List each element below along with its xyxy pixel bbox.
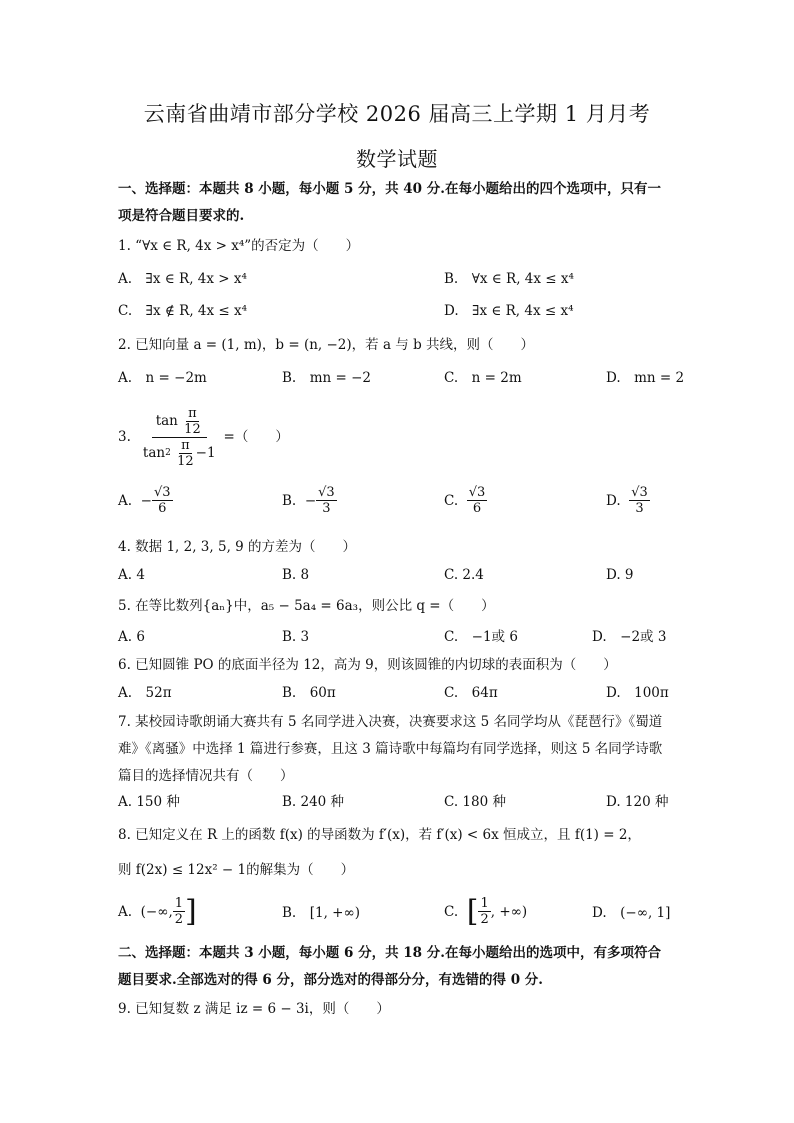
q8-option-d: D. (−∞, 1] xyxy=(592,905,671,921)
q3-option-b-den: 3 xyxy=(322,501,331,516)
q3-option-b-fraction xyxy=(316,485,337,516)
q3-option-a-label: A. xyxy=(118,492,133,509)
q3-bot-fraction xyxy=(175,438,196,469)
q8-option-a-den: 2 xyxy=(174,912,184,927)
q8-option-a-label: A. xyxy=(118,903,133,920)
q8-option-c-den: 2 xyxy=(480,912,489,927)
q8-stem-line1: 8. 已知定义在 R 上的函数 f(x) 的导函数为 f′(x)，若 f′(x) < 6x 恒成立，且 f(1) = 2， xyxy=(118,827,641,843)
q8-option-c-label: C. xyxy=(444,903,459,920)
q1-option-b: B. ∀x ∈ R, 4x ≤ x⁴ xyxy=(444,271,574,287)
q3-top-den: 12 xyxy=(184,421,201,437)
q3-option-d-num: √3 xyxy=(631,485,648,500)
q5-option-a: A. 6 xyxy=(118,629,145,645)
q8-option-a xyxy=(118,893,197,929)
q2-option-d: D. mn = 2 xyxy=(606,370,685,386)
q5-option-b: B. 3 xyxy=(282,629,310,645)
q7-stem-line3: 篇目的选择情况共有（ ） xyxy=(118,768,294,784)
q3-option-b-sign: − xyxy=(304,492,317,509)
q5-stem: 5. 在等比数列{aₙ}中，a₅ − 5a₄ = 6a₃，则公比 q =（ ） xyxy=(118,598,495,614)
q3-option-a-sign: − xyxy=(140,492,152,509)
q3-option-a xyxy=(118,485,173,516)
q4-option-a: A. 4 xyxy=(118,567,145,583)
q3-option-d-fraction xyxy=(629,485,650,516)
q3-option-c-den: 6 xyxy=(472,501,482,516)
q5-option-c: C. −1或 6 xyxy=(444,629,518,645)
q3-bot-exponent: 2 xyxy=(165,448,171,458)
q1-option-c: C. ∃x ∉ R, 4x ≤ x⁴ xyxy=(118,303,248,319)
section2-instruction-line1: 二、选择题：本题共 3 小题，每小题 6 分，共 18 分.在每小题给出的选项中，有多项符合 xyxy=(118,945,661,961)
q8-option-c-fraction xyxy=(478,896,490,927)
exam-subtitle: 数学试题 xyxy=(356,147,438,171)
q1-option-d: D. ∃x ∈ R, 4x ≤ x⁴ xyxy=(444,303,574,319)
q3-bot-pi: π xyxy=(181,437,190,453)
q7-option-b: B. 240 种 xyxy=(282,794,345,810)
q3-option-d-den: 3 xyxy=(635,501,644,516)
q6-option-c: C. 64π xyxy=(444,685,498,701)
section2-instruction-line2: 题目要求.全部选对的得 6 分，部分选对的得部分分，有选错的得 0 分. xyxy=(118,972,543,988)
q3-option-b-label: B. xyxy=(282,492,297,509)
q6-stem: 6. 已知圆锥 PO 的底面半径为 12，高为 9，则该圆锥的内切球的表面积为（ ） xyxy=(118,657,617,673)
q1-option-a: A. ∃x ∈ R, 4x > x⁴ xyxy=(118,271,247,287)
q6-option-b: B. 60π xyxy=(282,685,336,701)
q3-option-b-num: √3 xyxy=(318,485,335,500)
q4-option-b: B. 8 xyxy=(282,567,310,583)
q3-numerator xyxy=(152,406,207,438)
q3-option-c xyxy=(444,485,487,516)
q3-option-d-label: D. xyxy=(606,492,621,509)
q3-top-pi: π xyxy=(188,405,197,421)
q4-option-d: D. 9 xyxy=(606,567,634,583)
q2-option-a: A. n = −2m xyxy=(118,370,207,386)
q1-stem: 1. “∀x ∈ R, 4x > x⁴”的否定为（ ） xyxy=(118,238,360,254)
q8-option-a-num: 1 xyxy=(174,896,184,911)
q3-bot-tail: −1 xyxy=(195,445,216,461)
q8-stem-line2: 则 f(2x) ≤ 12x² − 1的解集为（ ） xyxy=(118,862,355,878)
q3-number: 3. xyxy=(118,429,131,445)
q7-option-c: C. 180 种 xyxy=(444,794,506,810)
q3-option-a-num: √3 xyxy=(153,485,171,500)
q7-stem-line2: 难》《离骚》中选择 1 篇进行参赛，且这 3 篇诗歌中每篇均有同学选择，则这 5 名同学诗歌 xyxy=(118,741,663,757)
q3-option-c-fraction xyxy=(467,485,488,516)
q3-top-fraction xyxy=(182,406,203,437)
q3-option-c-label: C. xyxy=(444,492,459,509)
q3-option-c-num: √3 xyxy=(468,485,486,500)
q2-option-b: B. mn = −2 xyxy=(282,370,372,386)
q4-stem: 4. 数据 1, 2, 3, 5, 9 的方差为（ ） xyxy=(118,539,357,555)
q3-top-function: tan xyxy=(155,413,178,429)
q8-option-c-num: 1 xyxy=(480,896,489,911)
q7-option-a: A. 150 种 xyxy=(118,794,180,810)
section1-instruction-line2: 项是符合题目要求的. xyxy=(118,208,245,224)
q8-option-a-fraction xyxy=(173,896,185,927)
q3-option-a-den: 6 xyxy=(158,501,167,516)
q3-option-b xyxy=(282,485,337,516)
q3-option-a-fraction xyxy=(152,485,173,516)
q8-option-a-left: (−∞, xyxy=(140,903,173,920)
exam-title: 云南省曲靖市部分学校 2026 届高三上学期 1 月月考 xyxy=(143,102,651,126)
q8-option-c-right: , +∞) xyxy=(490,903,528,920)
q7-option-d: D. 120 种 xyxy=(606,794,669,810)
q2-option-c: C. n = 2m xyxy=(444,370,522,386)
q9-stem: 9. 已知复数 z 满足 iz = 6 − 3i，则（ ） xyxy=(118,1001,390,1017)
q3-bot-function: tan xyxy=(142,445,166,461)
q8-option-b: B. [1, +∞) xyxy=(282,905,360,921)
q8-option-c xyxy=(444,893,528,929)
q6-option-d: D. 100π xyxy=(606,685,669,701)
q8-option-c-left: [ xyxy=(466,893,479,929)
q3-stem xyxy=(118,402,289,472)
q6-option-a: A. 52π xyxy=(118,685,172,701)
q5-option-d: D. −2或 3 xyxy=(592,629,667,645)
q4-option-c: C. 2.4 xyxy=(444,567,484,583)
q7-stem-line1: 7. 某校园诗歌朗诵大赛共有 5 名同学进入决赛，决赛要求这 5 名同学均从《琵琶行》《蜀道 xyxy=(118,714,663,730)
q8-option-a-right: ] xyxy=(185,893,197,929)
q3-main-fraction xyxy=(139,406,220,469)
q3-denominator xyxy=(139,438,220,469)
q3-bot-den: 12 xyxy=(177,453,194,469)
q2-stem: 2. 已知向量 a = (1, m)，b = (n, −2)，若 a 与 b 共线，则（ ） xyxy=(118,337,535,353)
q3-option-d xyxy=(606,485,650,516)
q3-tail: =（ ） xyxy=(223,429,289,445)
section1-instruction-line1: 一、选择题：本题共 8 小题，每小题 5 分，共 40 分.在每小题给出的四个选项中，只有一 xyxy=(118,181,661,197)
